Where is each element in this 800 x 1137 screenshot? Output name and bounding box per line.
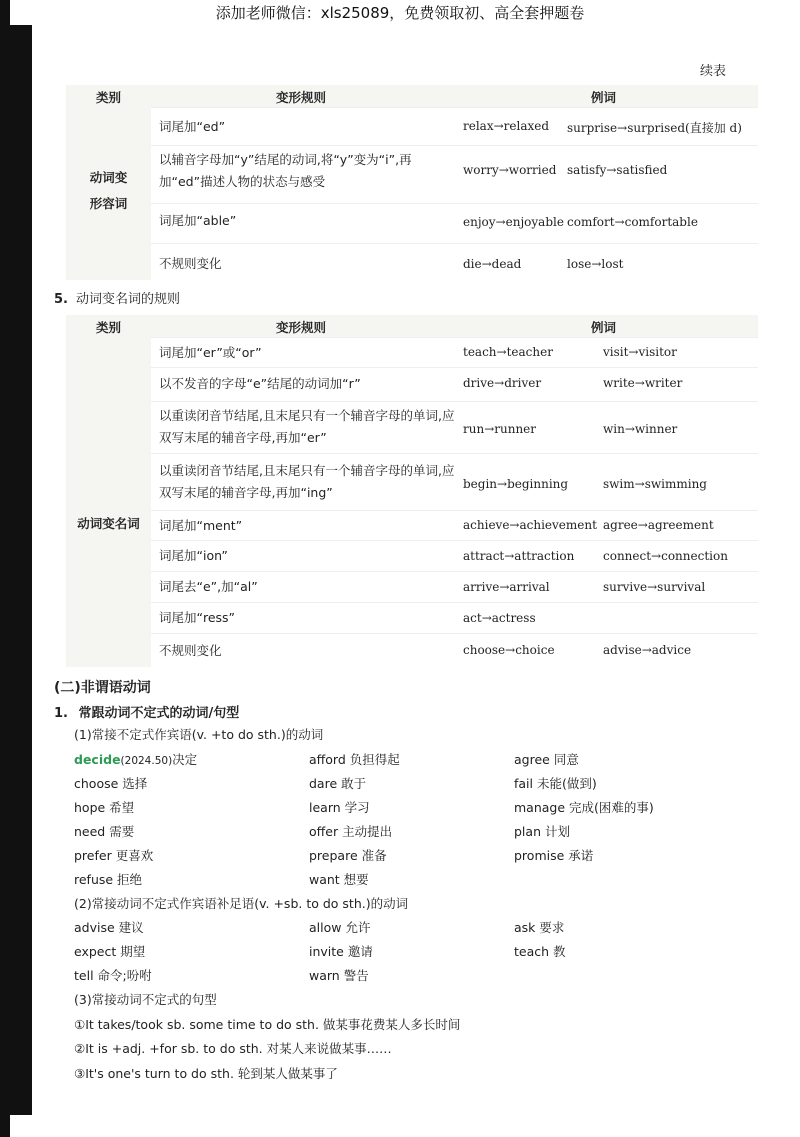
table-row — [151, 107, 758, 146]
word-item: agree 同意 — [514, 752, 579, 767]
example-1: teach→teacher — [463, 345, 553, 359]
word-item: plan 计划 — [514, 824, 570, 839]
rule-text: 以不发音的字母“e”结尾的动词加“r” — [159, 376, 361, 391]
s3-heading: (3)常接动词不定式的句型 — [74, 992, 217, 1007]
section-number: 5. — [54, 292, 68, 307]
word-item: invite 邀请 — [309, 944, 373, 959]
table-row — [151, 510, 758, 541]
word-item: promise 承诺 — [514, 848, 594, 863]
example-1: worry→worried — [463, 163, 557, 177]
header-category: 类别 — [96, 320, 122, 335]
rule-text: 以辅音字母加“y”结尾的动词,将“y”变为“i”,再加“ed”描述人物的状态与感受 — [159, 152, 412, 189]
example-1: die→dead — [463, 257, 522, 271]
example-1: enjoy→enjoyable — [463, 215, 564, 229]
example-2: win→winner — [603, 422, 678, 436]
table-row — [151, 401, 758, 454]
section-5-heading — [54, 288, 180, 307]
word-item: tell 命令;吩咐 — [74, 968, 152, 983]
word-item: dare 敢于 — [309, 776, 367, 791]
example-1: act→actress — [463, 611, 536, 625]
example-1: achieve→achievement — [463, 518, 597, 532]
rule-text: 以重读闭音节结尾,且末尾只有一个辅音字母的单词,应双写末尾的辅音字母,再加“ing” — [159, 463, 455, 500]
example-2: advise→advice — [603, 643, 692, 657]
word-item: expect 期望 — [74, 944, 146, 959]
rule-text: 以重读闭音节结尾,且末尾只有一个辅音字母的单词,应双写末尾的辅音字母,再加“er” — [159, 408, 455, 445]
example-2: surprise→surprised(直接加 d) — [567, 121, 742, 135]
word-item: choose 选择 — [74, 776, 148, 791]
example-2: visit→visitor — [603, 345, 677, 359]
highlight-word: decide — [74, 752, 121, 767]
pattern-line-2: ②It is +adj. +for sb. to do sth. 对某人来说做某事…… — [74, 1041, 392, 1056]
rule-text: 不规则变化 — [159, 643, 222, 658]
word-item: teach 教 — [514, 944, 566, 959]
example-1: run→runner — [463, 422, 537, 436]
part-2-heading: (二)非谓语动词 — [54, 680, 151, 696]
table-verb-to-adjective — [66, 85, 758, 280]
example-1: choose→choice — [463, 643, 555, 657]
rule-text: 词尾加“er”或“or” — [159, 345, 262, 360]
example-2: connect→connection — [603, 549, 728, 563]
table-row — [151, 571, 758, 603]
category-label: 动词变名词 — [77, 516, 140, 531]
example-2: write→writer — [603, 376, 683, 390]
rule-text: 词尾加“ion” — [159, 548, 228, 563]
word-item: prepare 准备 — [309, 848, 387, 863]
category-column — [66, 107, 151, 280]
example-2: satisfy→satisfied — [567, 163, 668, 177]
s2-heading: (2)常接动词不定式作宾语补足语(v. +sb. to do sth.)的动词 — [74, 896, 409, 911]
header-rule: 变形规则 — [276, 90, 327, 105]
word-item: want 想要 — [309, 872, 369, 887]
scan-edge-bar — [0, 0, 10, 1137]
table-row — [151, 337, 758, 368]
table-row — [151, 540, 758, 572]
example-1: begin→beginning — [463, 477, 569, 491]
table-row — [151, 602, 758, 634]
pattern-line-3: ③It's one's turn to do sth. 轮到某人做某事了 — [74, 1066, 338, 1081]
category-column — [66, 337, 151, 667]
header-rule: 变形规则 — [276, 320, 327, 335]
pattern-line-1: ①It takes/took sb. some time to do sth. 做某事花费某人多长时间 — [74, 1017, 461, 1032]
exam-reference: (2024.50) — [120, 755, 173, 767]
word-item: manage 完成(困难的事) — [514, 800, 654, 815]
table-verb-to-noun — [66, 315, 758, 667]
example-2: agree→agreement — [603, 518, 714, 532]
table-row — [151, 633, 758, 668]
example-2: comfort→comfortable — [567, 215, 698, 229]
word-item: allow 允许 — [309, 920, 371, 935]
table-row — [151, 367, 758, 402]
category-line-2: 形容词 — [89, 196, 128, 211]
header-example: 例词 — [591, 90, 617, 105]
category-label — [66, 165, 151, 217]
rule-text: 词尾去“e”,加“al” — [159, 579, 258, 594]
rule-text: 词尾加“able” — [159, 213, 237, 228]
header-example: 例词 — [591, 320, 617, 335]
word-item: afford 负担得起 — [309, 752, 400, 767]
example-1: arrive→arrival — [463, 580, 550, 594]
word-item: hope 希望 — [74, 800, 135, 815]
header-category: 类别 — [96, 90, 122, 105]
continued-label: 续表 — [700, 64, 727, 79]
example-2: lose→lost — [567, 257, 624, 271]
table-row — [151, 145, 758, 204]
table-row — [151, 453, 758, 511]
word-decide — [74, 750, 197, 768]
word-item: need 需要 — [74, 824, 135, 839]
word-item: refuse 拒绝 — [74, 872, 143, 887]
table-row — [151, 203, 758, 244]
table-header — [66, 85, 758, 107]
s1-heading: (1)常接不定式作宾语(v. +to do sth.)的动词 — [74, 727, 324, 742]
scan-binding-shadow — [10, 25, 32, 1115]
table-header — [66, 315, 758, 337]
example-2: survive→survival — [603, 580, 706, 594]
example-1: relax→relaxed — [463, 119, 550, 133]
word-item: fail 未能(做到) — [514, 776, 597, 791]
word-item: learn 学习 — [309, 800, 370, 815]
rule-text: 词尾加“ed” — [159, 119, 226, 134]
subsection-title: 常跟动词不定式的动词/句型 — [78, 706, 240, 721]
table-row — [151, 243, 758, 281]
top-contact-note: 添加老师微信：xls25089，免费领取初、高全套押题卷 — [215, 4, 585, 22]
word-meaning: 决定 — [172, 752, 198, 767]
word-item: offer 主动提出 — [309, 824, 393, 839]
category-line-1: 动词变 — [89, 170, 128, 185]
example-2: swim→swimming — [603, 477, 707, 491]
subsection-number: 1. — [54, 706, 68, 721]
rule-text: 不规则变化 — [159, 256, 222, 271]
example-1: drive→driver — [463, 376, 542, 390]
word-item: ask 要求 — [514, 920, 565, 935]
subsection-1-heading — [54, 702, 239, 721]
section-title: 动词变名词的规则 — [75, 292, 180, 307]
word-item: warn 警告 — [309, 968, 369, 983]
word-item: advise 建议 — [74, 920, 144, 935]
example-1: attract→attraction — [463, 549, 575, 563]
word-item: prefer 更喜欢 — [74, 848, 154, 863]
rule-text: 词尾加“ment” — [159, 518, 243, 533]
rule-text: 词尾加“ress” — [159, 610, 236, 625]
